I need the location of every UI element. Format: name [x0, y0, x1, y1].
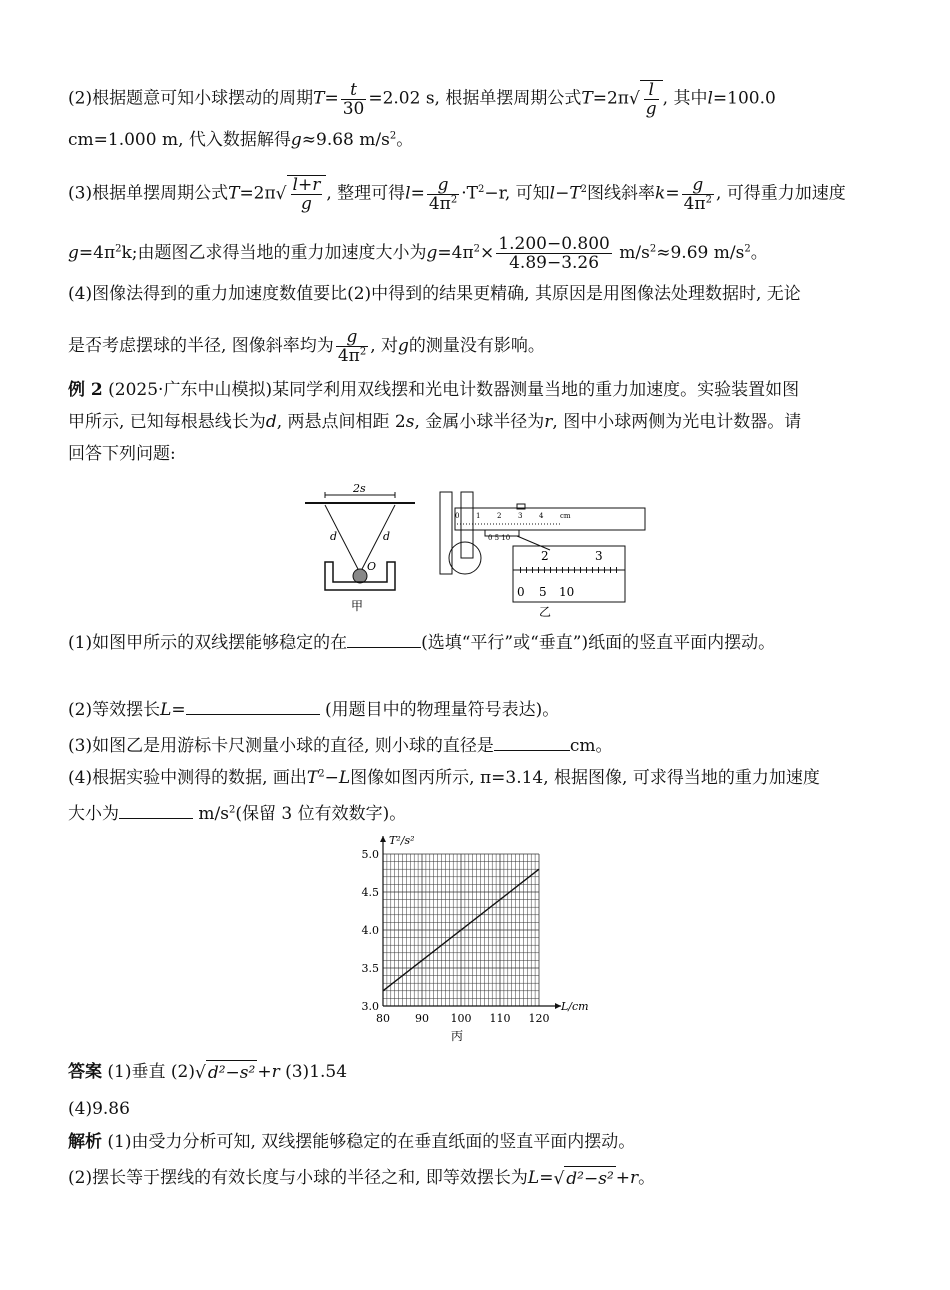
superscript: 2 — [477, 183, 485, 195]
unit-cm: cm — [560, 512, 571, 520]
text: ≈9.69 m/s — [656, 243, 745, 263]
text: =100.0 — [712, 88, 776, 109]
denominator: g — [645, 99, 657, 119]
y-tick-label: 3.0 — [361, 1000, 379, 1013]
caption-yi: 乙 — [539, 605, 552, 619]
numerator: l+r — [292, 175, 321, 195]
answer-line2 — [68, 1097, 130, 1121]
fraction-slope — [496, 235, 612, 272]
text: (2025·广东中山模拟)某同学利用双线摆和光电计数器测量当地的重力加速度。实验装置如图 — [108, 380, 800, 400]
denominator: 4.89−3.26 — [509, 253, 600, 273]
answer-blank-4[interactable] — [119, 800, 193, 819]
example2-line2 — [68, 410, 801, 434]
superscript: 2 — [115, 243, 122, 255]
figure-apparatus — [295, 478, 665, 620]
chart-caption: 丙 — [451, 1029, 464, 1043]
question-1 — [68, 629, 775, 655]
zoom-main-2: 2 — [541, 549, 549, 563]
symbol-l: l — [405, 183, 411, 204]
answer-blank-2[interactable] — [186, 696, 320, 715]
symbol-k: k — [655, 183, 666, 204]
fraction-g-4pi2 — [682, 176, 714, 213]
superscript: 2 — [744, 243, 751, 255]
caption-jia: 甲 — [351, 599, 364, 613]
label-d-right: d — [383, 530, 391, 543]
text: (用题目中的物理量符号表达)。 — [319, 700, 560, 720]
text: − — [324, 768, 339, 788]
text: =4π — [437, 243, 474, 263]
symbol-g: g — [68, 243, 79, 263]
main-tick-2: 2 — [497, 512, 502, 520]
chart-T2-L — [345, 828, 605, 1048]
numerator: t — [341, 81, 367, 100]
solution-part4-line2 — [68, 328, 545, 365]
numerator: l — [644, 81, 659, 100]
numerator: g — [427, 176, 459, 195]
text: (1)由受力分析可知, 双线摆能够稳定的在垂直纸面的竖直平面内摆动。 — [107, 1132, 636, 1152]
radicand: d²−s² — [564, 1166, 615, 1191]
answer-blank-1[interactable] — [347, 629, 421, 648]
symbol-g: g — [290, 130, 302, 150]
zoom-pointer — [517, 536, 550, 550]
y-axis-arrow — [380, 836, 386, 842]
symbol-T: T — [306, 768, 319, 788]
text: 大小为 — [68, 804, 119, 824]
text: −r, 可知 — [484, 183, 550, 204]
text: , 整理可得 — [326, 183, 406, 204]
text: (2) — [170, 1062, 195, 1082]
denominator: 4π — [428, 193, 451, 214]
text: ·T — [461, 183, 478, 204]
main-tick-3: 3 — [518, 512, 523, 520]
text: , 对 — [370, 336, 398, 356]
superscript: 2 — [580, 183, 588, 195]
symbol-d: d — [265, 412, 277, 432]
denominator: 30 — [342, 98, 365, 119]
symbol-s: s — [405, 412, 415, 432]
text: , 金属小球半径为 — [414, 412, 545, 432]
text: (1)如图甲所示的双线摆能够稳定的在 — [68, 633, 348, 653]
text: ≈9.68 m/s — [301, 130, 390, 150]
example2-line1 — [68, 378, 799, 402]
sqrt-d2-s2: √ d²−s² — [553, 1166, 615, 1191]
sqrt-l-over-g: √ $\frac{l}{g}$ — [629, 80, 663, 118]
text: 是否考虑摆球的半径, 图像斜率均为 — [68, 336, 334, 356]
explanation-label: 解析 — [68, 1132, 102, 1152]
denominator: 4π — [337, 346, 360, 366]
vernier-small-label: 0 5 10 — [488, 534, 511, 542]
answer-1: (1)垂直 — [107, 1062, 166, 1082]
denominator: 4π — [683, 193, 706, 214]
symbol-L: L — [160, 700, 172, 720]
text: (选填“平行”或“垂直”)纸面的竖直平面内摆动。 — [421, 633, 776, 653]
y-tick-label: 4.0 — [361, 924, 379, 937]
text: +r — [257, 1062, 280, 1082]
caliper-main-scale — [455, 508, 645, 530]
example2-line3 — [68, 442, 176, 466]
text: cm=1.000 m, 代入数据解得 — [68, 130, 291, 150]
solution-part2-line1 — [68, 80, 776, 118]
text: = — [410, 183, 425, 204]
symbol-T: T — [581, 88, 593, 109]
denominator: g — [300, 194, 312, 214]
symbol-lT: l−T — [549, 183, 581, 204]
symbol-L: L — [527, 1168, 540, 1188]
text: = — [665, 183, 680, 204]
text: =2.02 s, 根据单摆周期公式 — [368, 88, 582, 109]
text: +r — [615, 1168, 639, 1188]
text: =2π — [239, 183, 276, 204]
question-4-line1 — [68, 766, 820, 790]
text: 。 — [750, 243, 768, 263]
zoom-vernier-0: 0 — [517, 585, 525, 599]
figure-yi — [440, 492, 645, 619]
sqrt-d2-s2: √ d²−s² — [195, 1060, 257, 1085]
zoom-vernier-5: 5 — [539, 585, 547, 599]
symbol-L: L — [338, 768, 351, 788]
main-tick-4: 4 — [539, 512, 544, 520]
superscript: 2 — [318, 768, 325, 780]
fraction-g-4pi2 — [336, 328, 368, 365]
text: , 图中小球两侧为光电计数器。请 — [552, 412, 802, 432]
pendulum-ball — [353, 569, 367, 583]
x-tick-label: 100 — [450, 1012, 472, 1025]
text: 的测量没有影响。 — [408, 336, 545, 356]
text: = — [539, 1168, 554, 1188]
text: 。 — [396, 130, 414, 150]
text: , 其中 — [662, 88, 708, 109]
zoom-vernier-10: 10 — [559, 585, 575, 599]
solution-part3-line2 — [68, 235, 768, 272]
x-tick-label: 110 — [489, 1012, 511, 1025]
text: (2)摆长等于摆线的有效长度与小球的半径之和, 即等效摆长为 — [68, 1168, 528, 1188]
x-axis-label: L/cm — [561, 1000, 589, 1013]
answer-3: (3)1.54 — [285, 1062, 348, 1082]
text: =2π — [592, 88, 629, 109]
text: (4)图像法得到的重力加速度数值要比(2)中得到的结果更精确, 其原因是用图像法处理数据时, 无论 — [68, 284, 801, 304]
question-2 — [68, 696, 559, 722]
text: 图像如图丙所示, π=3.14, 根据图像, 可求得当地的重力加速度 — [350, 768, 820, 788]
text: (保留 3 位有效数字)。 — [235, 804, 407, 824]
label-2s: 2s — [353, 482, 366, 495]
text: =4π — [78, 243, 116, 263]
text: (4)根据实验中测得的数据, 画出 — [68, 768, 307, 788]
superscript: 2 — [649, 243, 657, 255]
solution-part3-line1 — [68, 175, 846, 213]
text: k;由题图乙求得当地的重力加速度大小为 — [121, 243, 427, 263]
example-label: 例 2 — [68, 380, 103, 400]
text: 。 — [638, 1168, 656, 1188]
caliper-moving-jaw — [461, 492, 473, 558]
text: m/s — [198, 804, 229, 824]
symbol-T: T — [313, 88, 325, 109]
main-tick-0: 0 — [455, 512, 460, 520]
solution-part4-line1 — [68, 282, 801, 306]
text: 甲所示, 已知每根悬线长为 — [68, 412, 266, 432]
superscript: 2 — [705, 193, 712, 205]
text: × — [480, 243, 495, 263]
answer-4: (4)9.86 — [68, 1099, 130, 1119]
zoom-main-3: 3 — [595, 549, 603, 563]
label-d-left: d — [330, 530, 338, 543]
text: (3)如图乙是用游标卡尺测量小球的直径, 则小球的直径是 — [68, 736, 494, 756]
numerator: g — [682, 176, 714, 195]
symbol-r: r — [544, 412, 553, 432]
figure-jia — [305, 482, 415, 613]
text: 图线斜率 — [587, 183, 656, 204]
text: m/s — [619, 243, 650, 263]
superscript: 2 — [228, 804, 236, 816]
numerator: g — [336, 328, 368, 347]
answer-label: 答案 — [68, 1062, 102, 1082]
symbol-g: g — [398, 336, 409, 356]
explanation-line2 — [68, 1166, 655, 1191]
superscript: 2 — [473, 243, 481, 255]
x-tick-label: 80 — [376, 1012, 390, 1025]
text: (2)等效摆长 — [68, 700, 161, 720]
y-tick-label: 5.0 — [361, 848, 379, 861]
symbol-g: g — [426, 243, 438, 263]
question-3 — [68, 732, 613, 758]
text: (3)根据单摆周期公式 — [68, 183, 229, 204]
text: = — [324, 88, 339, 109]
text: cm。 — [569, 736, 613, 756]
text: = — [171, 700, 186, 720]
solution-part2-line2 — [68, 128, 413, 152]
answer-line1 — [68, 1060, 347, 1085]
explanation-line1 — [68, 1130, 635, 1154]
caliper-fixed-jaw — [440, 492, 452, 574]
main-tick-1: 1 — [476, 512, 481, 520]
sqrt-lr-over-g: √ $\frac{l+r}{g}$ — [276, 175, 327, 213]
superscript: 2 — [389, 130, 397, 142]
label-O: O — [367, 560, 377, 573]
y-axis-label: T²/s² — [389, 834, 415, 847]
text: 回答下列问题: — [68, 444, 176, 464]
x-tick-label: 120 — [528, 1012, 550, 1025]
symbol-T: T — [228, 183, 240, 204]
text: (2)根据题意可知小球摆动的周期 — [68, 88, 314, 109]
fraction-t-30 — [341, 81, 367, 118]
superscript: 2 — [450, 193, 458, 205]
radicand: d²−s² — [206, 1060, 257, 1085]
symbol-l: l — [707, 88, 713, 109]
x-tick-label: 90 — [415, 1012, 429, 1025]
y-tick-label: 3.5 — [361, 962, 379, 975]
text: , 两悬点间相距 2 — [276, 412, 406, 432]
answer-blank-3[interactable] — [494, 732, 570, 751]
text: , 可得重力加速度 — [715, 183, 846, 204]
y-tick-label: 4.5 — [361, 886, 379, 899]
numerator: 1.200−0.800 — [498, 234, 610, 254]
fraction-g-4pi2 — [427, 176, 459, 213]
superscript: 2 — [359, 346, 367, 358]
question-4-line2 — [68, 800, 406, 826]
